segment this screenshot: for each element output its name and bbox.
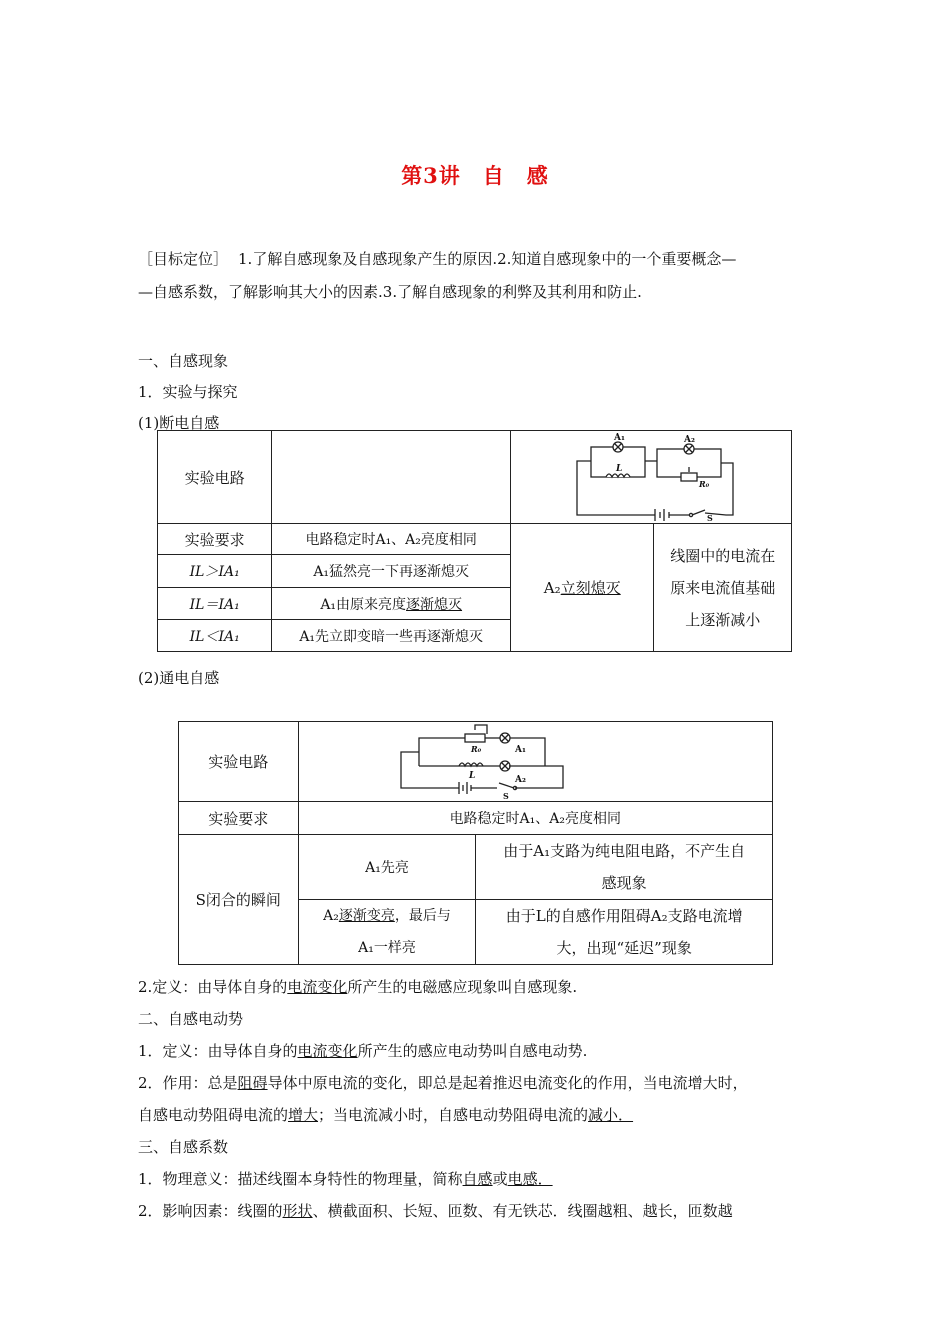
t1-a2-underlined: 立刻熄灭 — [560, 579, 621, 597]
s3-item1-middle: 或 — [492, 1170, 508, 1188]
objective-line-1 — [138, 249, 736, 269]
t2-a2-reason-2: 大，出现“延迟”现象 — [556, 939, 692, 957]
s2-item2-l2-underlined-2: 减小． — [588, 1106, 634, 1124]
s2-item2-l2-underlined-1: 增大 — [288, 1106, 319, 1124]
part-2-heading: (2)通电自感 — [138, 669, 220, 687]
table-make-self-induction — [178, 721, 773, 965]
section-2-item-2-line-2 — [138, 1105, 633, 1125]
t1-empty-cell — [272, 431, 511, 524]
t2-a2-line-2: A₁一样亮 — [358, 940, 416, 956]
t1-explain-line-2: 原来电流值基础 — [670, 578, 776, 597]
circuit1-s-label: S — [706, 513, 713, 523]
table-break-self-induction — [157, 430, 792, 652]
s3-item2-prefix: 2．影响因素：线圈的 — [138, 1202, 283, 1220]
t1-row4-underlined: 逐渐熄灭 — [406, 596, 463, 613]
t2-a2-reason — [476, 900, 773, 965]
t1-row4-value — [272, 588, 511, 620]
circuit2-l-label: L — [469, 771, 476, 781]
objective-line-2: —自感系数，了解影响其大小的因素.3.了解自感现象的利弊及其利用和防止. — [138, 283, 642, 301]
section-1-heading: 一、自感现象 — [138, 352, 229, 370]
circuit-diagram-2 — [375, 722, 695, 801]
circuit1-l-label: L — [615, 464, 623, 474]
t1-row4-prefix: A₁由原来亮度 — [320, 596, 407, 613]
t1-circuit-cell — [510, 431, 791, 524]
t1-a2-result — [510, 524, 654, 652]
t1-a2-prefix: A₂ — [543, 579, 561, 597]
t1-row5-value: A₁先立即变暗一些再逐渐熄灭 — [272, 620, 511, 652]
t2-a2-text — [298, 900, 476, 965]
t2-a1-text: A₁先亮 — [298, 835, 476, 900]
circuit1-a1-label: A₁ — [613, 433, 625, 443]
circuit2-a1-label: A₁ — [515, 745, 527, 755]
s3-item2-underlined: 形状 — [282, 1202, 313, 1220]
circuit2-s-label: S — [503, 791, 510, 801]
s2-item2-suffix: 导体中原电流的变化，即总是起着推迟电流变化的作用，当电流增大时， — [267, 1074, 748, 1092]
t1-row3-value: A₁猛然亮一下再逐渐熄灭 — [272, 555, 511, 588]
s2-item1-underlined: 电流变化 — [297, 1042, 358, 1060]
s2-item1-suffix: 所产生的感应电动势叫自感电动势. — [357, 1042, 588, 1060]
s2-item2-underlined: 阻碍 — [237, 1074, 268, 1092]
part-1-heading: (1)断电自感 — [138, 414, 220, 432]
t1-requirement-value: 电路稳定时A₁、A₂亮度相同 — [272, 524, 511, 555]
definition-underlined: 电流变化 — [287, 978, 348, 996]
t2-a1-reason — [476, 835, 773, 900]
section-1-sub-1: 1．实验与探究 — [138, 383, 238, 401]
s3-item2-suffix: 、横截面积、长短、匝数、有无铁芯．线圈越粗、越长，匝数越 — [312, 1202, 733, 1220]
section-2-item-1 — [138, 1041, 587, 1061]
t2-moment-label: S闭合的瞬间 — [179, 835, 299, 965]
t1-requirement-label: 实验要求 — [158, 524, 272, 555]
objective-text-1: 1.了解自感现象及自感现象产生的原因.2.知道自感现象中的一个重要概念— — [238, 250, 737, 268]
section-3-item-2 — [138, 1201, 733, 1221]
t2-a2-prefix: A₂ — [323, 908, 339, 924]
t2-a1-reason-2: 感现象 — [601, 874, 647, 892]
definition-line — [138, 977, 577, 997]
s2-item2-l2-middle: ；当电流减小时，自感电动势阻碍电流的 — [318, 1106, 589, 1124]
circuit2-a2-label: A₂ — [515, 775, 527, 785]
page-title: 第3讲 自 感 — [401, 163, 549, 188]
s3-item1-prefix: 1．物理意义：描述线圈本身特性的物理量，简称 — [138, 1170, 463, 1188]
circuit-diagram-1 — [511, 431, 791, 523]
circuit2-r0-label: R₀ — [471, 744, 482, 754]
section-2-heading: 二、自感电动势 — [138, 1010, 244, 1028]
circuit1-a2-label: A₂ — [683, 435, 695, 445]
t1-circuit-label: 实验电路 — [158, 431, 272, 524]
t2-requirement-label: 实验要求 — [179, 802, 299, 835]
t1-explain-line-3: 上逐渐减小 — [685, 610, 761, 629]
t1-row3-label: IL＞IA₁ — [158, 555, 272, 588]
section-3-heading: 三、自感系数 — [138, 1138, 229, 1156]
t2-a2-suffix: ，最后与 — [394, 908, 451, 924]
definition-prefix: 2.定义：由导体自身的 — [138, 978, 288, 996]
circuit1-r0-label: R₀ — [698, 479, 710, 489]
section-3-item-1 — [138, 1169, 553, 1189]
objective-label: ［目标定位］ — [138, 250, 229, 268]
section-2-item-2-line-1 — [138, 1073, 748, 1093]
t1-row4-label: IL＝IA₁ — [158, 588, 272, 620]
definition-suffix: 所产生的电磁感应现象叫自感现象. — [347, 978, 578, 996]
t1-explain-line-1: 线圈中的电流在 — [670, 546, 776, 565]
t2-requirement-value: 电路稳定时A₁、A₂亮度相同 — [298, 802, 772, 835]
t2-circuit-cell — [298, 722, 772, 802]
s3-item1-underlined-2: 电感． — [507, 1170, 553, 1188]
s2-item1-prefix: 1．定义：由导体自身的 — [138, 1042, 298, 1060]
t2-a2-reason-1: 由于L的自感作用阻碍A₂支路电流增 — [505, 907, 743, 925]
s3-item1-underlined-1: 自感 — [462, 1170, 493, 1188]
s2-item2-prefix: 2．作用：总是 — [138, 1074, 238, 1092]
t2-a2-underlined: 逐渐变亮 — [338, 908, 395, 924]
t1-row5-label: IL＜IA₁ — [158, 620, 272, 652]
s2-item2-l2-prefix: 自感电动势阻碍电流的 — [138, 1106, 289, 1124]
t2-circuit-label: 实验电路 — [179, 722, 299, 802]
t1-explanation — [654, 524, 792, 652]
t2-a1-reason-1: 由于A₁支路为纯电阻电路，不产生自 — [503, 842, 746, 860]
